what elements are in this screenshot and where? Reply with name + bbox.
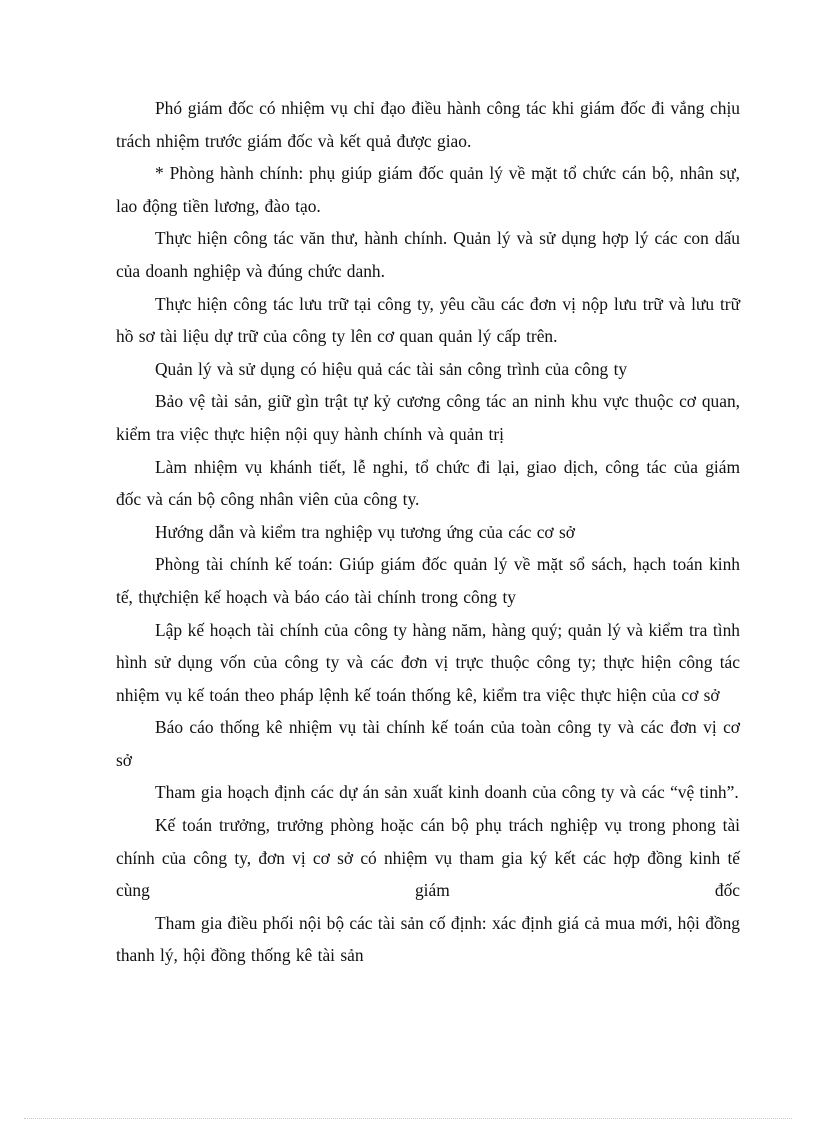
- paragraph: Hướng dẫn và kiểm tra nghiệp vụ tương ứng của các cơ sở: [155, 521, 575, 542]
- paragraph: Phó giám đốc có nhiệm vụ chỉ đạo điều hành công tác khi giám đốc đi vắng chịu trách nhiệm trước giám đốc và kết quả được giao.: [116, 98, 740, 151]
- paragraph: Lập kế hoạch tài chính của công ty hàng năm, hàng quý; quản lý và kiểm tra tình hình sử dụng vốn của công ty và các đơn vị trực thuộc công ty; thực hiện công tác nhiệm vụ kế toán theo pháp lệnh kế toán thống kê, kiểm tra việc thực hiện của cơ sở: [116, 619, 740, 705]
- paragraph: * Phòng hành chính: phụ giúp giám đốc quản lý về mặt tổ chức cán bộ, nhân sự, lao động tiền lương, đào tạo.: [116, 163, 740, 216]
- page-bottom-divider: [24, 1118, 792, 1119]
- paragraph: Tham gia hoạch định các dự án sản xuất kinh doanh của công ty và các “vệ tinh”.: [155, 782, 739, 803]
- paragraph: Bảo vệ tài sản, giữ gìn trật tự kỷ cương công tác an ninh khu vực thuộc cơ quan, kiểm tra việc thực hiện nội quy hành chính và quản trị: [116, 391, 740, 444]
- paragraph: Tham gia điều phối nội bộ các tài sản cố định: xác định giá cả mua mới, hội đồng thanh lý, hội đồng thống kê tài sản: [116, 912, 741, 966]
- paragraph: Quản lý và sử dụng có hiệu quả các tài sản công trình của công ty: [155, 358, 628, 379]
- paragraph: Thực hiện công tác văn thư, hành chính. Quản lý và sử dụng hợp lý các con dấu của doanh nghiệp và đúng chức danh.: [116, 228, 740, 281]
- paragraph: Báo cáo thống kê nhiệm vụ tài chính kế toán của toàn công ty và các đơn vị cơ sở: [116, 717, 740, 770]
- paragraph: Phòng tài chính kế toán: Giúp giám đốc quản lý về mặt sổ sách, hạch toán kinh tế, thựchiện kế hoạch và báo cáo tài chính trong công ty: [116, 554, 740, 607]
- paragraph: Làm nhiệm vụ khánh tiết, lễ nghi, tổ chức đi lại, giao dịch, công tác của giám đốc và cán bộ công nhân viên của công ty.: [116, 456, 740, 510]
- paragraph: Kế toán trưởng, trưởng phòng hoặc cán bộ phụ trách nghiệp vụ trong phong tài chính của công ty, đơn vị cơ sở có nhiệm vụ tham gia ký kết các hợp đồng kinh tế cùng giám đốc: [116, 815, 740, 901]
- document-body: [116, 92, 740, 972]
- paragraph: Thực hiện công tác lưu trữ tại công ty, yêu cầu các đơn vị nộp lưu trữ và lưu trữ hồ sơ tài liệu dự trữ của công ty lên cơ quan quản lý cấp trên.: [116, 293, 740, 347]
